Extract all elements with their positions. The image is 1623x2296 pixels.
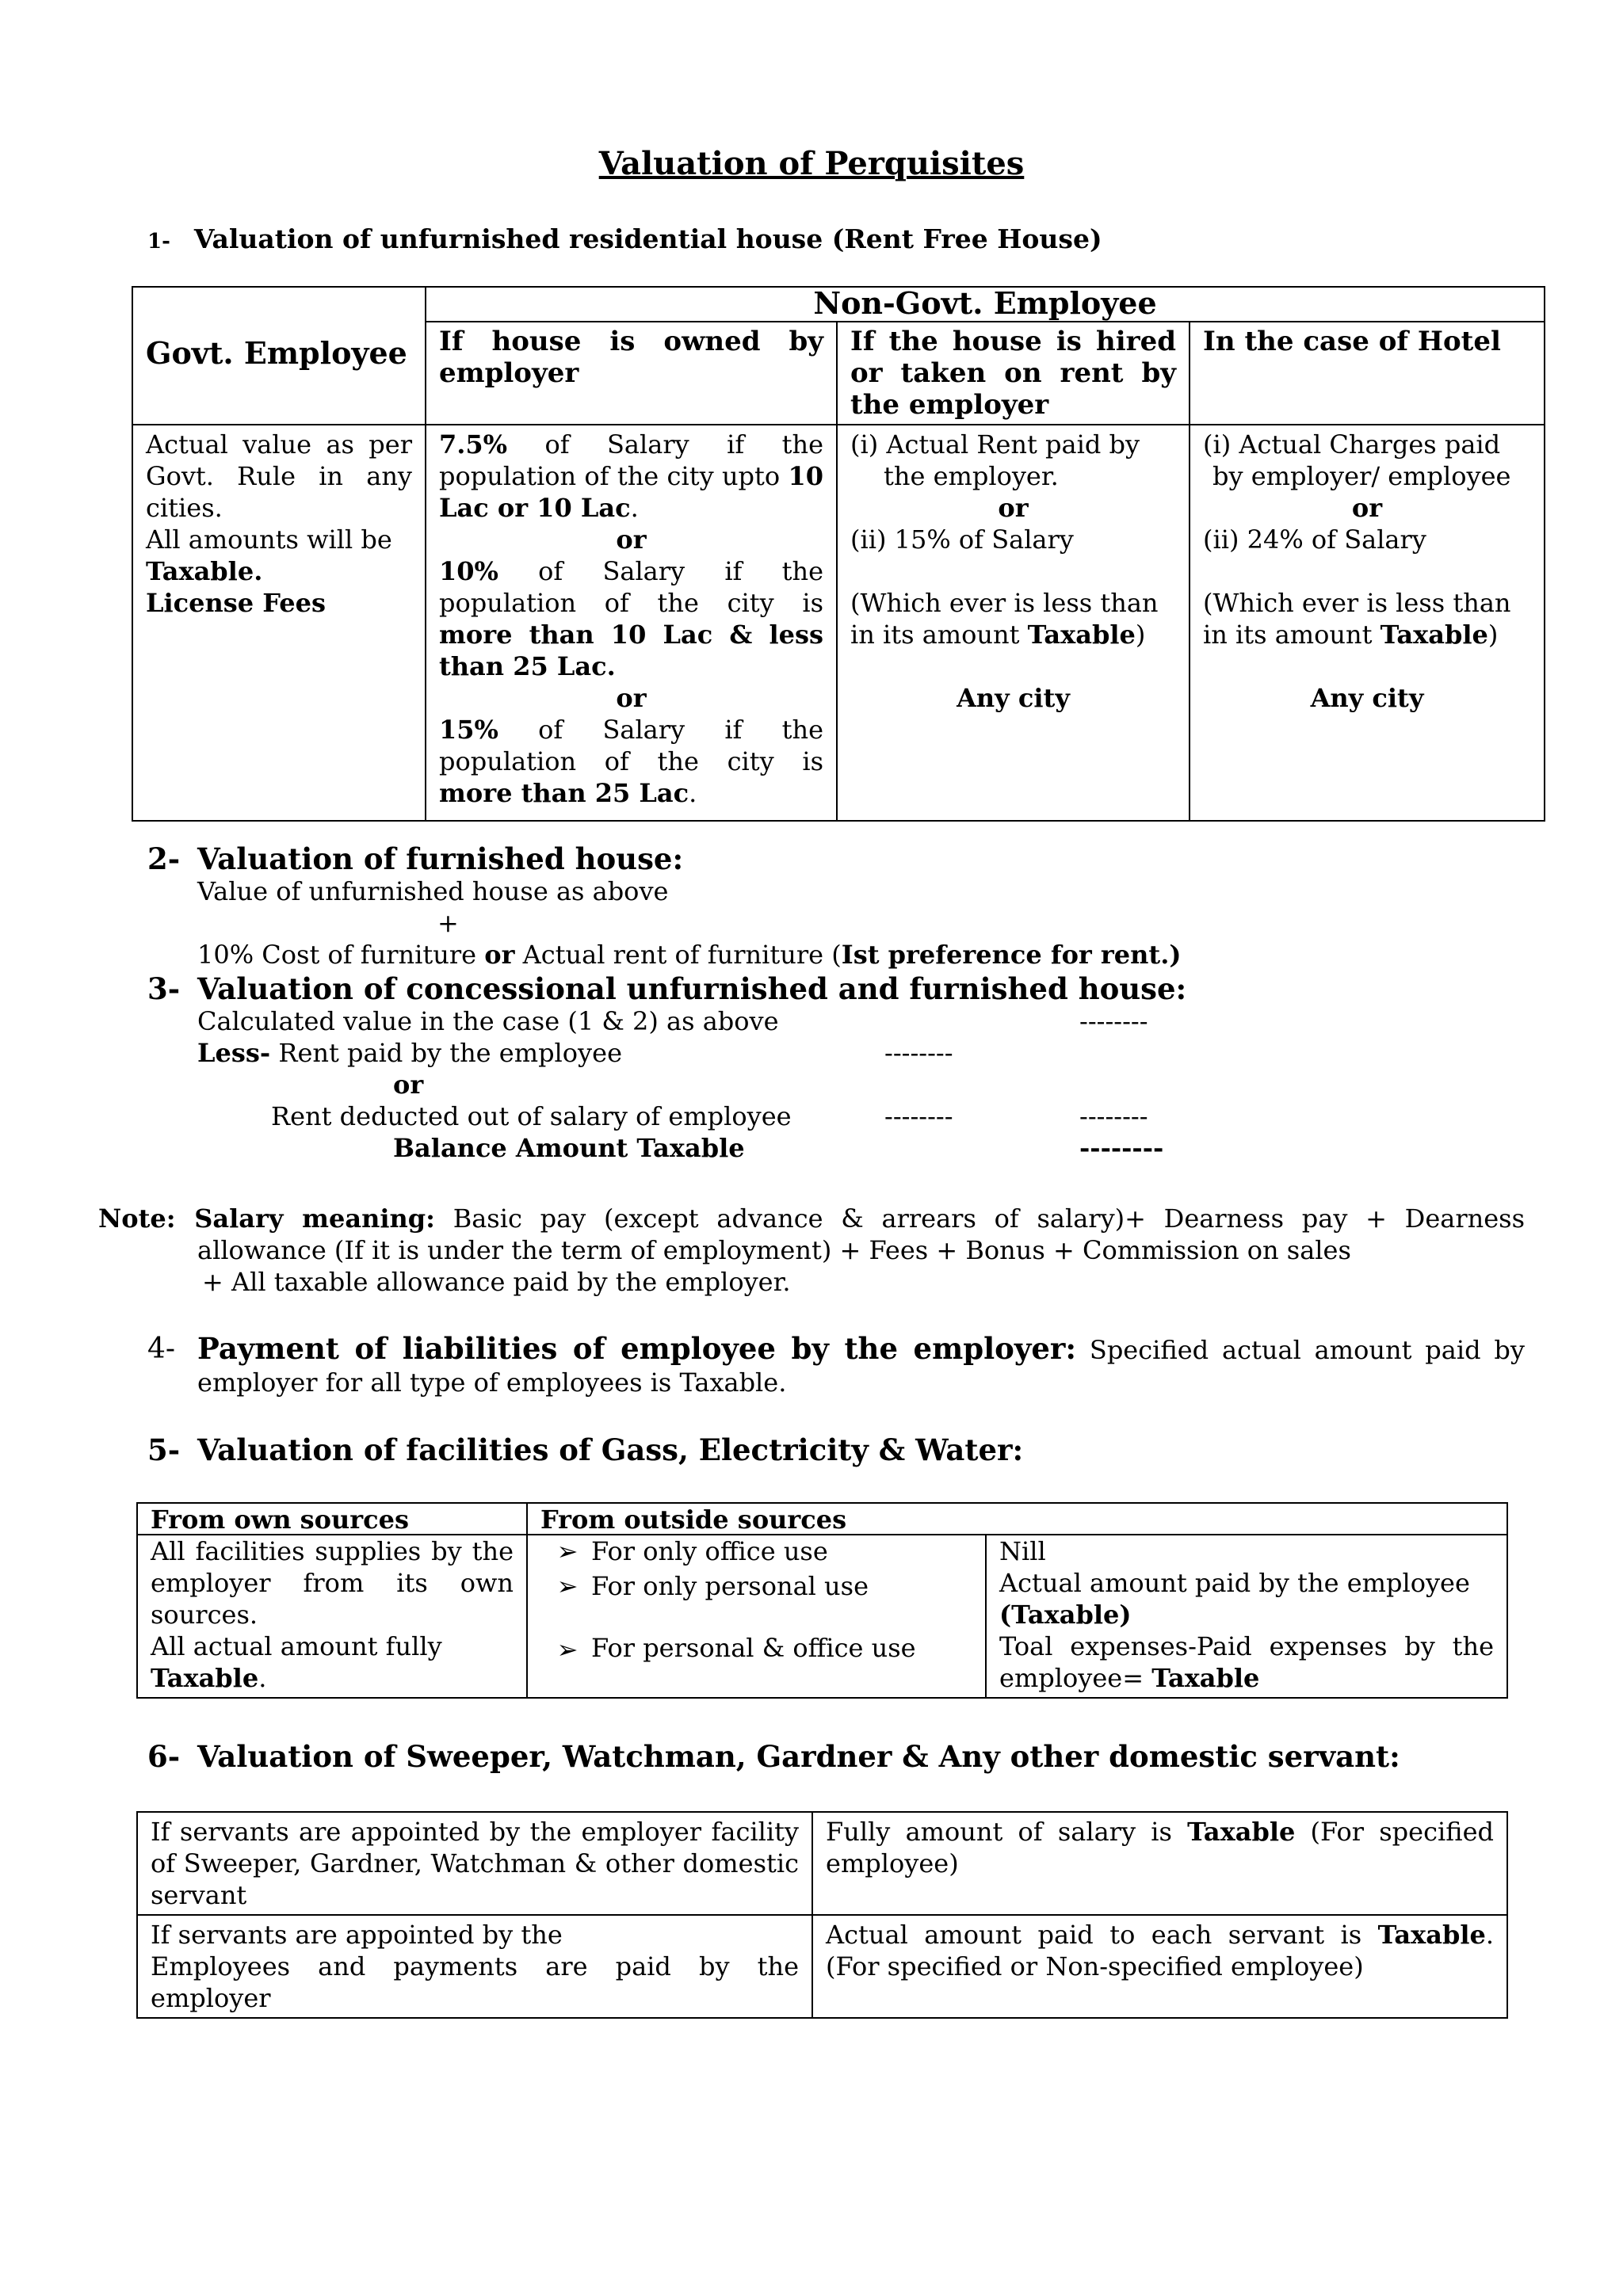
section-6-heading: 6- Valuation of Sweeper, Watchman, Gardner & Any other domestic servant: [147,1739,1400,1774]
furnished-line-3: 10% Cost of furniture or Actual rent of furniture (Ist preference for rent.) [197,940,1182,970]
employer-appointed-value: Fully amount of salary is Taxable (For specified employee) [812,1812,1507,1915]
rent-deducted-line: Rent deducted out of salary of employee [271,1101,792,1131]
furnished-plus: + [437,908,459,938]
hired-by-employer-cell: (i) Actual Rent paid by the employer. or (ii) 15% of Salary (Which ever is less than in its amount Taxable) Any city [837,425,1190,821]
section-title: Valuation of unfurnished residential house (Rent Free House) [193,223,1102,254]
dash-placeholder: -------- [884,1038,953,1068]
section-number: 1- [147,230,170,254]
balance-line: Balance Amount Taxable [393,1133,745,1163]
outside-sources-header: From outside sources [527,1503,1507,1535]
dash-placeholder: -------- [1079,1133,1164,1163]
page-title: Valuation of Perquisites [598,145,1025,182]
dash-placeholder: -------- [1079,1006,1148,1036]
owned-by-employer-header: If house is owned by employer [426,322,837,425]
outside-values-cell: Nill Actual amount paid by the employee (Taxable) Toal expenses-Paid expenses by the employee= Taxable [986,1535,1507,1698]
facilities-table [136,1502,1508,1699]
less-rent-line: Less- Rent paid by the employee [197,1038,622,1068]
hotel-header: In the case of Hotel [1190,322,1545,425]
section-1-heading [147,223,1102,254]
section-5-heading: 5- Valuation of facilities of Gass, Electricity & Water: [147,1432,1024,1467]
govt-employee-header: Govt. Employee [132,287,426,425]
own-sources-cell: All facilities supplies by the employer from its own sources. All actual amount fully Taxable. [137,1535,527,1698]
own-sources-header: From own sources [137,1503,527,1535]
domestic-servant-table [136,1811,1508,2019]
outside-options-cell: ➢ For only office use ➢ For only personal use ➢ For personal & office use [527,1535,986,1698]
dash-placeholder: -------- [884,1101,953,1131]
govt-employee-cell: Actual value as per Govt. Rule in any cities. All amounts will be Taxable. License Fees [132,425,426,821]
section-2-heading: 2- Valuation of furnished house: [147,841,684,876]
or-label: or [393,1070,424,1100]
section-4: 4- Payment of liabilities of employee by the employer: Specified actual amount paid by employer for all type of employees is Taxable. [147,1331,1525,1398]
salary-note: Note: Salary meaning: Basic pay (except advance & arrears of salary)+ Dearness pay + Dearness allowance (If it is under the term of employment) + Fees + Bonus + Commission on sales + All taxable allowance paid by the employer. [98,1203,1526,1297]
hired-by-employer-header: If the house is hired or taken on rent by the employer [837,322,1190,425]
employee-appointed-cell: If servants are appointed by the Employees and payments are paid by the employer [137,1915,812,2018]
calc-value-line: Calculated value in the case (1 & 2) as above [197,1006,779,1036]
owned-by-employer-cell: 7.5% of Salary if the population of the city upto 10 Lac or 10 Lac. or 10% of Salary if the population of the city is more than 10 Lac & less than 25 Lac. or 15% of Salary if the population of the city is more than 25 Lac. [426,425,837,821]
furnished-line-1: Value of unfurnished house as above [197,876,669,906]
employer-appointed-cell: If servants are appointed by the employer facility of Sweeper, Gardner, Watchman & other domestic servant [137,1812,812,1915]
dash-placeholder: -------- [1079,1101,1148,1131]
section-3-heading: 3- Valuation of concessional unfurnished and furnished house: [147,971,1187,1006]
nongovt-employee-header: Non-Govt. Employee [426,287,1545,322]
unfurnished-house-table [132,286,1545,822]
hotel-cell: (i) Actual Charges paid by employer/ employee or (ii) 24% of Salary (Which ever is less than in its amount Taxable) Any city [1190,425,1545,821]
employee-appointed-value: Actual amount paid to each servant is Taxable. (For specified or Non-specified employee) [812,1915,1507,2018]
